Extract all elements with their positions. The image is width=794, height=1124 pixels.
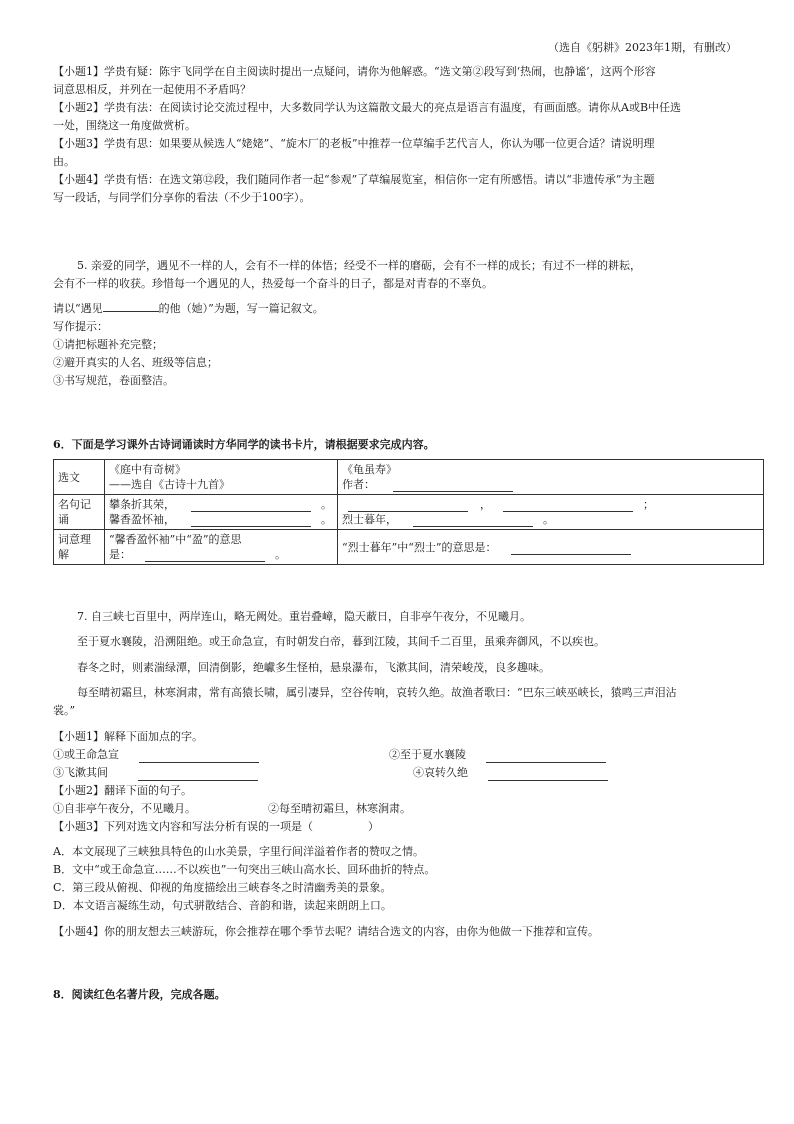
recite-1-b-blank[interactable] (191, 515, 311, 527)
recite-2-b-text: 烈士暮年， (342, 513, 397, 526)
q7-option-b[interactable]: B．文中“或王命急宣……不以疾也”一句突出三峡山高水长、回环曲折的特点。 (53, 863, 436, 876)
q5-tip-1: ①请把标题补充完整； (53, 338, 163, 351)
card-row-meaning (54, 530, 764, 565)
recite-1-a-blank[interactable] (191, 500, 311, 512)
meaning-2-blank[interactable] (511, 543, 631, 555)
poem-1-source: ——选自《古诗十九首》 (109, 478, 230, 491)
q5-prompt-end: 的他（她）”为题，写一篇记叙文。 (158, 302, 324, 315)
q8-heading: 8．阅读红色名著片段，完成各题。 (53, 988, 226, 1001)
meaning-2-question: “烈士暮年”中“烈士”的意思是： (342, 540, 497, 554)
q4-sub4-cont: 写一段话，与同学们分享你的看法（不少于100字）。 (53, 191, 311, 204)
q4-sub2-cont: 一处，围绕这一角度做赏析。 (53, 119, 196, 132)
q7-word-1 (53, 747, 259, 763)
q7-word-2 (389, 747, 606, 763)
q7-sentence-1: ①自非亭午夜分，不见曦月。 (53, 802, 196, 815)
recite-2-a-blank-1[interactable] (348, 500, 468, 512)
q6-heading: 6．下面是学习课外古诗词诵读时方华同学的读书卡片，请根据要求完成内容。 (53, 438, 435, 451)
meaning-1-answer (109, 547, 333, 562)
author-label: 作者： (342, 478, 375, 491)
word-3-blank[interactable] (138, 769, 258, 781)
word-2-text: ②至于夏水襄陵 (389, 748, 466, 761)
recite-2-line-b (342, 512, 759, 527)
word-3-text: ③飞漱其间 (53, 766, 108, 779)
period-mark: 。 (543, 513, 554, 526)
q7-option-c[interactable]: C．第三段从俯视、仰视的角度描绘出三峡春冬之时清幽秀美的景象。 (53, 881, 392, 894)
recite-1-b-text: 馨香盈怀袖， (109, 513, 175, 526)
period-mark: 。 (321, 498, 332, 511)
q7-para-4-cont: 裳。” (53, 704, 76, 717)
recite-1-line-a (109, 497, 333, 512)
word-1-blank[interactable] (139, 751, 259, 763)
q5-tip-2: ②避开真实的人名、班级等信息； (53, 356, 218, 369)
q4-sub3-cont: 由。 (53, 155, 75, 168)
word-4-text: ④哀转久绝 (413, 766, 468, 779)
q5-prompt-start: 请以“遇见 (53, 302, 103, 315)
card-cell-poem-2 (338, 460, 764, 495)
comma-mark: ， (480, 498, 491, 511)
meaning-1-label: 是： (109, 548, 131, 561)
q5-line1: 5. 亲爱的同学，遇见不一样的人，会有不一样的体悟；经受不一样的磨砺，会有不一样的成长；有过不一样的耕耘， (77, 259, 641, 272)
reading-card-table (53, 459, 764, 565)
q7-sub2: 【小题2】翻译下面的句子。 (53, 784, 192, 797)
recite-1-a-text: 攀条折其荣， (109, 498, 175, 511)
q4-sub3: 【小题3】学贵有思：如果要从候选人“姥姥”、“旋木厂的老板”中推荐一位草编手艺代言人，你认为哪一位更合适？请说明理 (53, 137, 655, 150)
q7-option-d[interactable]: D．本文语言凝练生动，句式骈散结合、音韵和谐，读起来朗朗上口。 (53, 899, 392, 912)
word-2-blank[interactable] (486, 751, 606, 763)
word-1-text: ①或王命急宣 (53, 748, 119, 761)
q7-para-4: 每至晴初霜旦，林寒涧肃，常有高猿长啸，属引凄异，空谷传响，哀转久绝。故渔者歌曰：“巴东三峡巫峡长，猿鸣三声泪沾 (77, 686, 677, 699)
card-row-selection (54, 460, 764, 495)
q4-sub1: 【小题1】学贵有疑：陈宇飞同学在自主阅读时提出一点疑问，请你为他解惑。“选文第②段写到‘热闹，也静谧’，这两个形容 (53, 65, 656, 78)
poem-2-title: 《龟虽寿》 (342, 463, 397, 476)
recite-1-line-b (109, 512, 333, 527)
card-cell-meaning-1 (105, 530, 338, 565)
card-cell-meaning-2 (338, 530, 764, 565)
card-cell-recite-2 (338, 495, 764, 530)
card-row-recitation (54, 495, 764, 530)
q5-tip-3: ③书写规范，卷面整洁。 (53, 374, 174, 387)
q7-option-a[interactable]: A．本文展现了三峡独具特色的山水美景，字里行间洋溢着作者的赞叹之情。 (53, 845, 424, 858)
card-label-recitation: 名句记诵 (54, 495, 105, 530)
q7-word-4 (413, 765, 608, 781)
q4-sub4: 【小题4】学贵有悟：在选文第⑫段，我们随同作者一起“参观”了草编展览室，相信你一定有所感悟。请以“非遗传承”为主题 (53, 173, 655, 186)
q7-para-3: 春冬之时，则素湍绿潭，回清倒影，绝巘多生怪柏，悬泉瀑布，飞漱其间，清荣峻茂，良多趣味。 (77, 661, 550, 674)
title-blank[interactable] (103, 301, 159, 312)
q5-tips-title: 写作提示： (53, 320, 108, 333)
recite-2-b-blank[interactable] (413, 515, 533, 527)
card-cell-recite-1 (105, 495, 338, 530)
recite-2-line-a (342, 497, 759, 512)
q7-sub3: 【小题3】下列对选文内容和写法分析有误的一项是（ ） (53, 820, 379, 833)
meaning-1-blank[interactable] (145, 550, 265, 562)
q7-sub1: 【小题1】解释下面加点的字。 (53, 730, 203, 743)
recite-2-a-blank-2[interactable] (503, 500, 633, 512)
q7-word-3 (53, 765, 258, 781)
period-mark: 。 (275, 548, 286, 561)
author-blank[interactable] (393, 480, 513, 492)
q4-sub1-cont: 词意思相反，并列在一起使用不矛盾吗？ (53, 83, 251, 96)
q5-prompt (53, 301, 324, 317)
poem-1-title: 《庭中有奇树》 (109, 463, 186, 476)
semicolon-mark: ； (643, 498, 654, 511)
word-4-blank[interactable] (488, 769, 608, 781)
source-note: （选自《躬耕》2023年1期，有删改） (548, 41, 737, 54)
q7-sentence-2: ②每至晴初霜旦，林寒涧肃。 (268, 802, 411, 815)
card-cell-poem-1 (105, 460, 338, 495)
card-label-meaning: 词意理解 (54, 530, 105, 565)
card-label-selection: 选文 (54, 460, 105, 495)
q7-sub4: 【小题4】你的朋友想去三峡游玩，你会推荐在哪个季节去呢？请结合选文的内容，由你为他做一下推荐和宣传。 (53, 925, 599, 938)
meaning-1-question: “馨香盈怀袖”中“盈”的意思 (109, 533, 242, 546)
q4-sub2: 【小题2】学贵有法：在阅读讨论交流过程中，大多数同学认为这篇散文最大的亮点是语言有温度，有画面感。请你从A或B中任选 (53, 101, 682, 114)
q5-line2: 会有不一样的收获。珍惜每一个遇见的人，热爱每一个奋斗的日子，都是对青春的不辜负。 (53, 277, 493, 290)
poem-2-author (342, 477, 759, 492)
q7-para-1: 7. 自三峡七百里中，两岸连山，略无阙处。重岩叠嶂，隐天蔽日，自非亭午夜分，不见曦月。 (77, 610, 531, 623)
period-mark: 。 (321, 513, 332, 526)
q7-para-2: 至于夏水襄陵，沿溯阻绝。或王命急宣，有时朝发白帝，暮到江陵，其间千二百里，虽乘奔御风，不以疾也。 (77, 635, 605, 648)
